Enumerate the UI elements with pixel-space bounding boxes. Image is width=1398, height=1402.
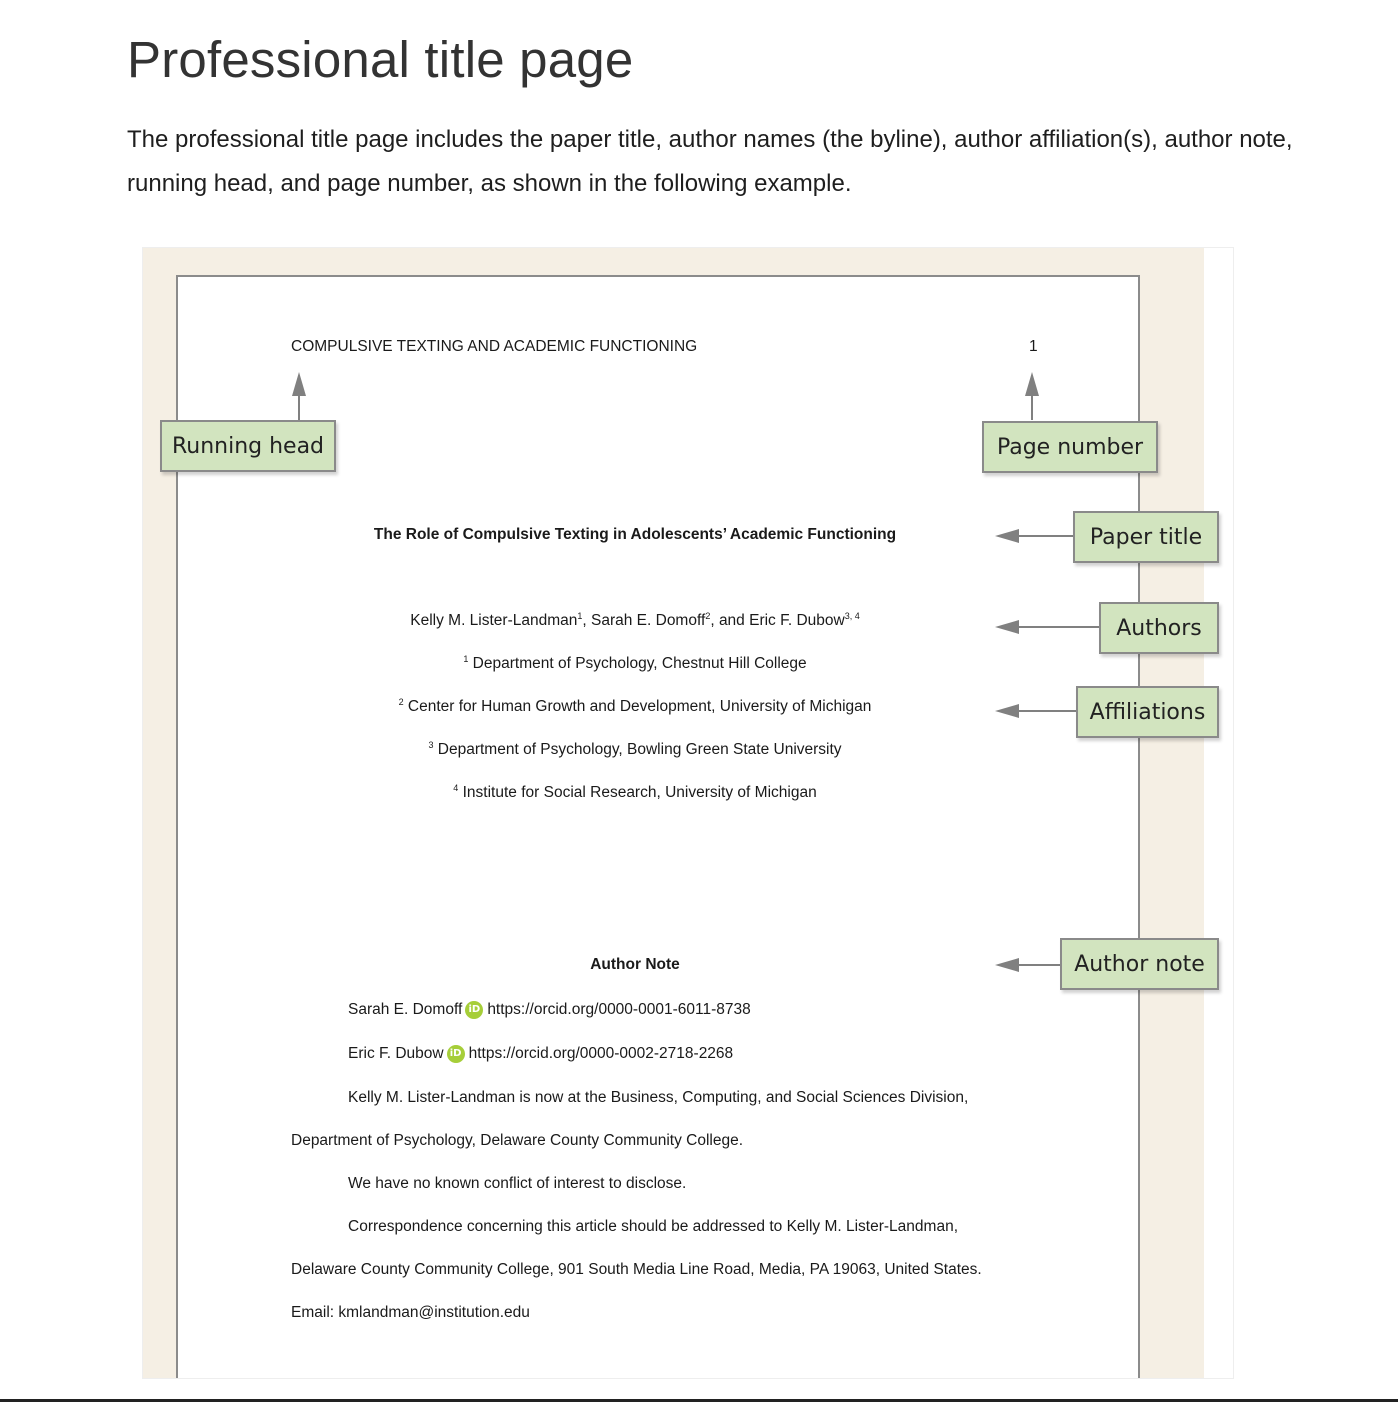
affiliation-1-sup: 1 — [463, 654, 469, 664]
affiliation-2-text: Center for Human Growth and Development, University of Michigan — [407, 698, 872, 715]
orcid-icon: iD — [447, 1045, 465, 1063]
orcid-1-url: https://orcid.org/0000-0001-6011-8738 — [487, 1001, 751, 1018]
author-note-line-1: Kelly M. Lister-Landman is now at the Business, Computing, and Social Sciences Division, — [348, 1089, 969, 1106]
orcid-2-name: Eric F. Dubow — [348, 1045, 444, 1062]
intro-paragraph: The professional title page includes the paper title, author names (the byline), author affiliation(s), author note, running head, and page number, as shown in the following example. — [127, 126, 1293, 197]
author-2: , Sarah E. Domoff — [582, 612, 706, 629]
running-head-text: COMPULSIVE TEXTING AND ACADEMIC FUNCTIONING — [291, 338, 698, 355]
orcid-icon: iD — [465, 1001, 483, 1019]
affiliation-1 — [142, 655, 1157, 673]
affiliation-1-text: Department of Psychology, Chestnut Hill College — [472, 655, 807, 672]
author-note-line-6: Email: kmlandman@institution.edu — [291, 1304, 530, 1321]
affiliation-3-sup: 3 — [428, 740, 434, 750]
affiliations-callout: Affiliations — [1076, 686, 1219, 738]
affiliation-4-sup: 4 — [453, 783, 459, 793]
paper-title-callout: Paper title — [1073, 511, 1219, 563]
page-number-callout: Page number — [982, 421, 1158, 473]
author-1: Kelly M. Lister-Landman — [410, 612, 578, 629]
running-head-callout: Running head — [160, 420, 336, 472]
affiliation-3-text: Department of Psychology, Bowling Green State University — [437, 741, 842, 758]
author-note-callout: Author note — [1060, 938, 1219, 990]
orcid-line-2 — [348, 1045, 733, 1063]
author-note-line-4: Correspondence concerning this article should be addressed to Kelly M. Lister-Landman, — [348, 1218, 959, 1235]
author-2-sup: 2 — [705, 611, 711, 621]
author-note-line-2: Department of Psychology, Delaware County Community College. — [291, 1132, 743, 1149]
author-1-sup: 1 — [577, 611, 583, 621]
page-number-text: 1 — [1029, 338, 1038, 355]
affiliation-4-text: Institute for Social Research, University of Michigan — [462, 784, 817, 801]
orcid-2-url: https://orcid.org/0000-0002-2718-2268 — [468, 1045, 734, 1062]
author-3-sup: 3, 4 — [844, 611, 860, 621]
author-note-heading: Author Note — [590, 956, 680, 973]
byline — [142, 612, 1157, 630]
author-note-line-3: We have no known conflict of interest to disclose. — [348, 1175, 687, 1192]
affiliation-3 — [142, 741, 1157, 759]
affiliation-2 — [142, 698, 1157, 716]
orcid-line-1 — [348, 1001, 751, 1019]
author-note-line-5: Delaware County Community College, 901 South Media Line Road, Media, PA 19063, United States. — [291, 1261, 982, 1278]
page-heading: Professional title page — [127, 31, 634, 88]
affiliation-4 — [142, 784, 1157, 802]
authors-callout: Authors — [1099, 602, 1219, 654]
affiliation-2-sup: 2 — [398, 697, 404, 707]
author-3: , and Eric F. Dubow — [710, 612, 845, 629]
orcid-1-name: Sarah E. Domoff — [348, 1001, 463, 1018]
title-page-figure — [142, 247, 1234, 1379]
paper-title-text: The Role of Compulsive Texting in Adolescents’ Academic Functioning — [373, 526, 897, 543]
